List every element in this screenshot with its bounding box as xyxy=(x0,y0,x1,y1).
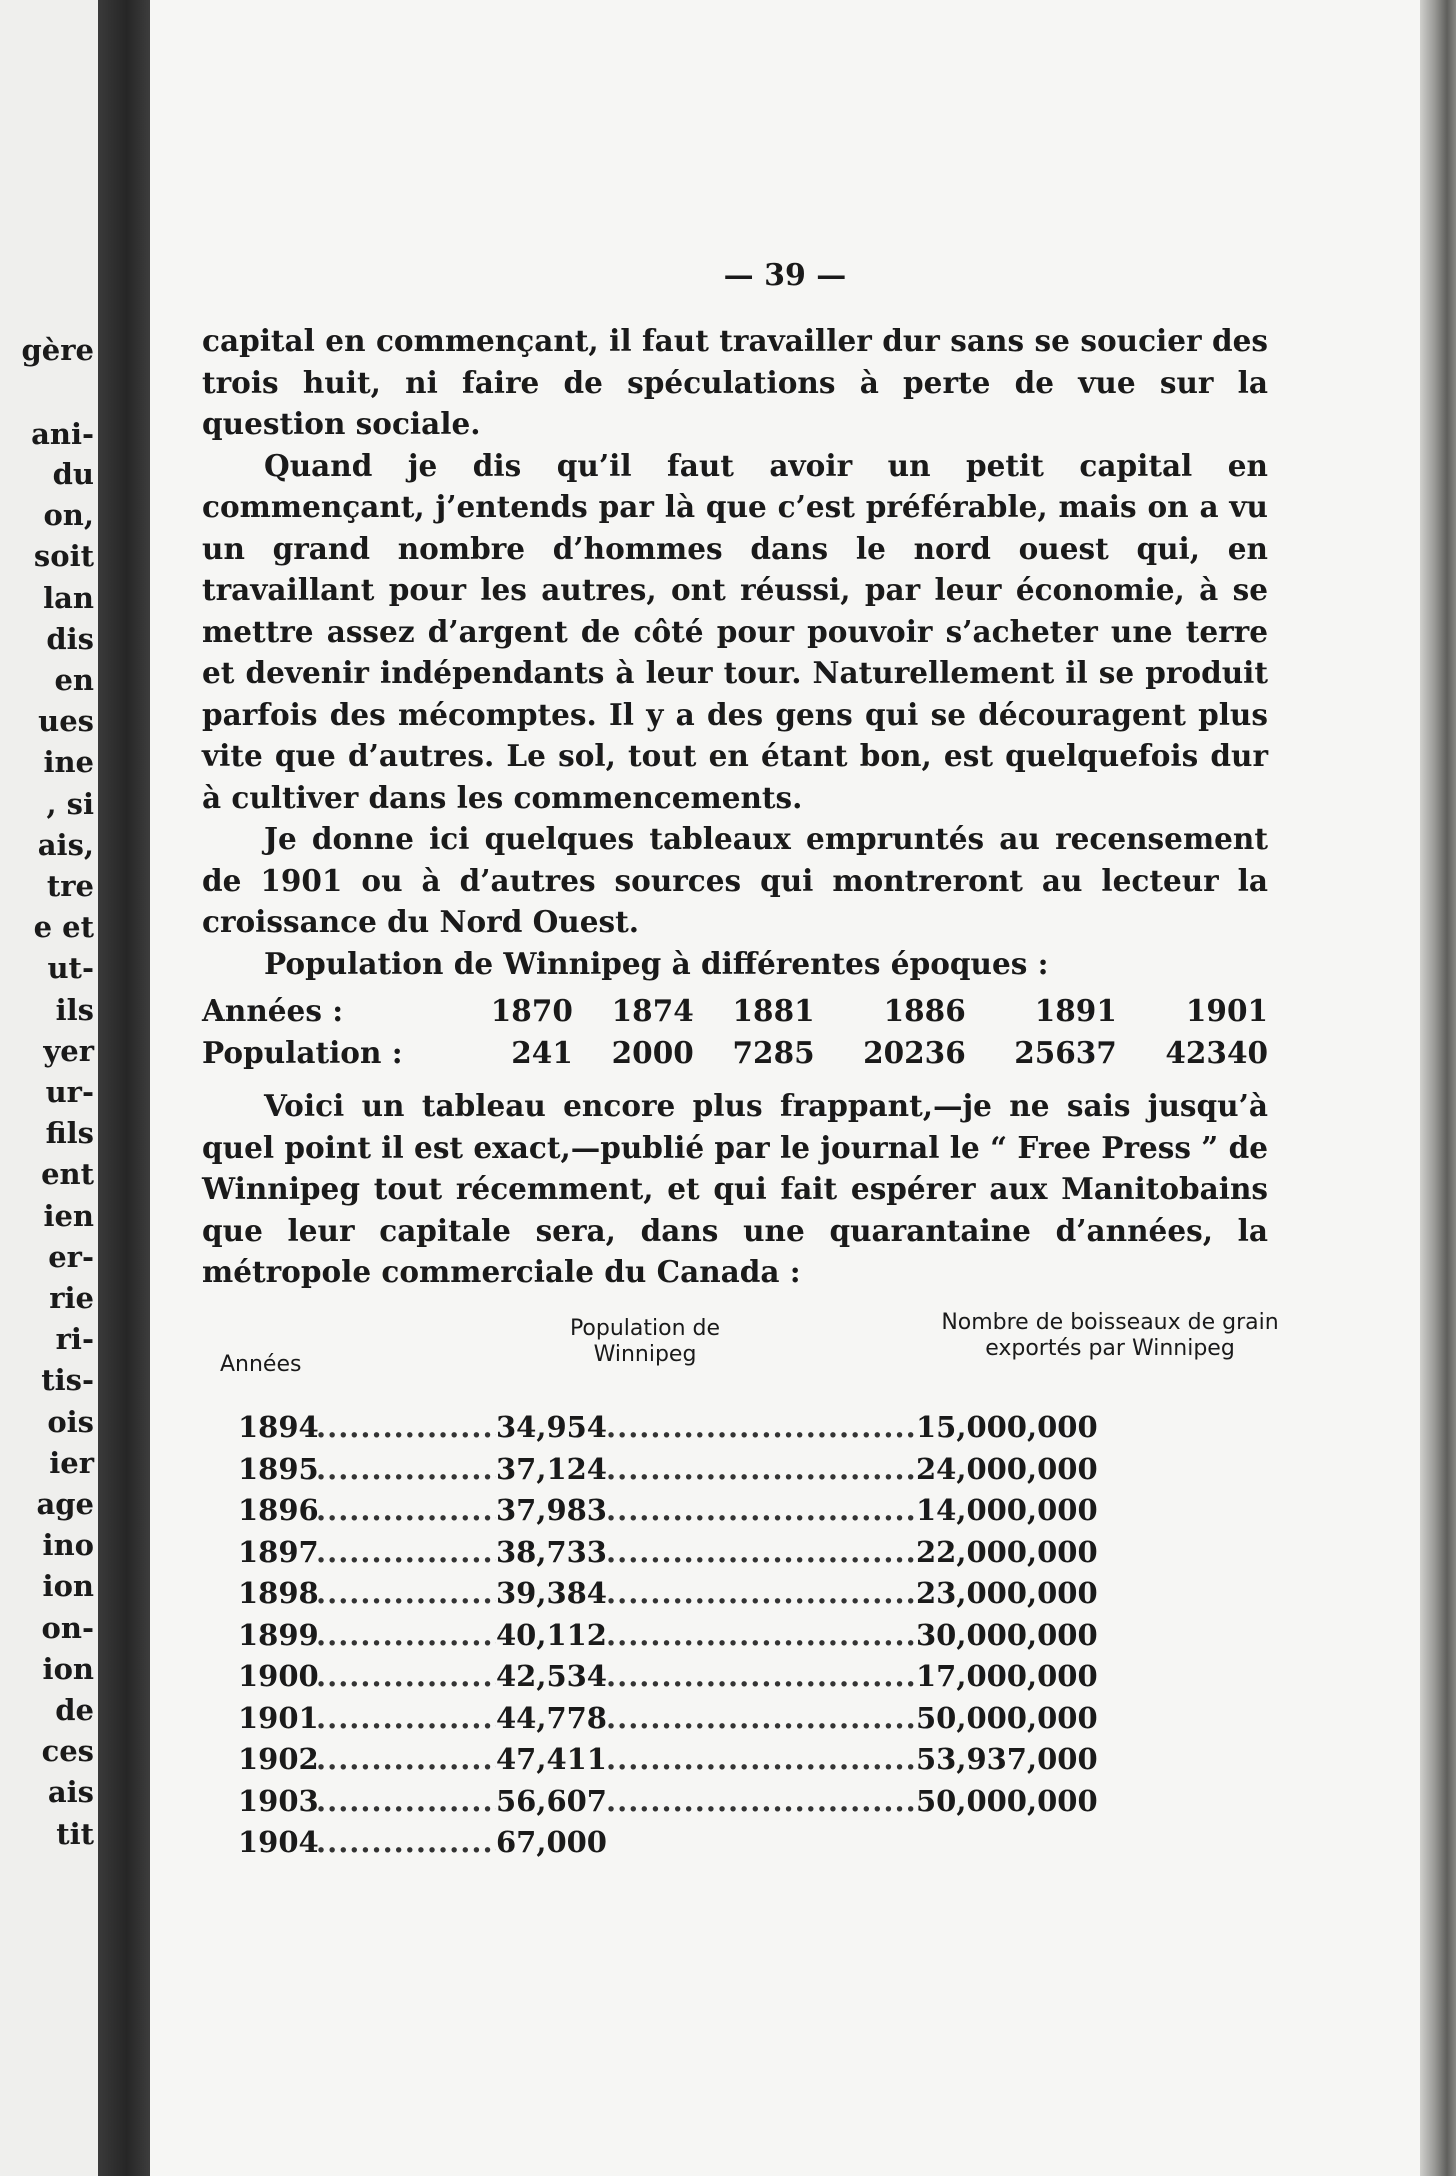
left-page-fragment: ion xyxy=(42,1569,94,1603)
left-page-fragment: on, xyxy=(43,498,94,532)
left-page-fragment: ino xyxy=(42,1528,94,1562)
table-row xyxy=(238,1535,1248,1577)
year-cell: 1899 xyxy=(238,1617,319,1652)
dot-leader xyxy=(316,1452,496,1486)
grain-export-table xyxy=(238,1410,1248,1867)
population-cell: 25637 xyxy=(1014,1034,1117,1070)
grain-cell: 15,000,000 xyxy=(916,1410,1098,1444)
left-page-fragment: yer xyxy=(43,1034,94,1068)
population-cell: 47,411 xyxy=(496,1742,607,1776)
table-row xyxy=(238,1701,1248,1743)
left-page-fragment: tit xyxy=(56,1817,94,1851)
table-row xyxy=(238,1410,1248,1452)
dot-leader xyxy=(606,1701,916,1735)
left-page-fragment: ils xyxy=(55,993,94,1027)
grain-cell: 17,000,000 xyxy=(916,1659,1098,1693)
year-cell: 1874 xyxy=(611,993,694,1028)
left-page-fragment: ani- xyxy=(31,417,94,451)
dot-leader xyxy=(606,1618,916,1652)
left-page-fragment: ur- xyxy=(45,1075,94,1109)
dot-leader xyxy=(316,1742,496,1776)
year-cell: 1897 xyxy=(238,1534,319,1569)
population-cell: 67,000 xyxy=(496,1825,607,1859)
left-page-fragment: du xyxy=(52,457,94,491)
year-cell: 1900 xyxy=(238,1659,319,1693)
paragraph-1: capital en commençant, il faut travailler dur sans se soucier des trois huit, ni faire de spéculations à perte de vue sur la question sociale. xyxy=(202,323,1268,441)
header-grain: Nombre de boisseaux de grain exportés par Winnipeg xyxy=(941,1310,1279,1361)
year-cell: 1898 xyxy=(238,1576,319,1610)
dot-leader xyxy=(606,1576,916,1610)
left-page-fragment: ri- xyxy=(55,1322,94,1356)
paragraph-3: Je donne ici quelques tableaux empruntés au recensement de 1901 ou à d’autres sources qui montreront au lecteur la croissance du Nord Ouest. xyxy=(202,821,1268,939)
dot-leader xyxy=(606,1410,916,1444)
left-page-fragment: tre xyxy=(46,869,94,903)
dot-leader xyxy=(606,1784,916,1818)
dot-leader xyxy=(316,1493,496,1527)
year-cell: 1895 xyxy=(238,1451,319,1486)
dot-leader xyxy=(316,1825,496,1859)
grain-cell: 23,000,000 xyxy=(916,1576,1098,1610)
dot-leader xyxy=(606,1659,916,1693)
population-cell: 42,534 xyxy=(496,1659,607,1693)
years-label: Années : xyxy=(202,993,344,1028)
table-row xyxy=(238,1742,1248,1784)
grain-cell: 53,937,000 xyxy=(916,1742,1098,1776)
year-cell: 1870 xyxy=(490,993,573,1028)
population-cell: 42340 xyxy=(1165,1034,1268,1070)
population-cell: 39,384 xyxy=(496,1576,607,1610)
year-cell: 1901 xyxy=(1185,993,1268,1028)
table-row xyxy=(238,1452,1248,1494)
year-cell: 1891 xyxy=(1034,993,1117,1028)
dot-leader xyxy=(316,1618,496,1652)
left-page-fragment: e et xyxy=(33,910,94,944)
grain-cell: 50,000,000 xyxy=(916,1783,1098,1818)
left-page-fragment: ut- xyxy=(47,951,94,985)
left-page-fragment: ces xyxy=(41,1734,94,1768)
left-page-fragment: ion xyxy=(42,1652,94,1686)
left-page-fragment: en xyxy=(54,663,94,697)
population-row xyxy=(202,1032,1268,1074)
header-years: Années xyxy=(220,1352,302,1377)
table-row xyxy=(238,1825,1248,1867)
population-cell: 2000 xyxy=(611,1034,694,1070)
left-page-fragment: ine xyxy=(43,745,94,779)
year-cell: 1881 xyxy=(732,993,815,1028)
dot-leader xyxy=(316,1659,496,1693)
dot-leader xyxy=(316,1701,496,1735)
page-number: — 39 — xyxy=(723,258,847,293)
table-row xyxy=(238,1493,1248,1535)
dot-leader xyxy=(606,1493,916,1527)
grain-cell: 22,000,000 xyxy=(916,1534,1098,1569)
dot-leader xyxy=(316,1784,496,1818)
left-page-fragment: dis xyxy=(46,622,94,656)
year-cell: 1903 xyxy=(238,1783,319,1818)
year-cell: 1894 xyxy=(238,1410,319,1444)
table-row xyxy=(238,1618,1248,1660)
table-row xyxy=(238,1784,1248,1826)
left-page-fragment: ais xyxy=(47,1775,94,1809)
header-population: Population de Winnipeg xyxy=(569,1316,721,1367)
population-cell: 241 xyxy=(511,1034,573,1070)
dot-leader xyxy=(316,1576,496,1610)
dot-leader xyxy=(316,1535,496,1569)
population-cell: 34,954 xyxy=(496,1410,607,1444)
book-gutter xyxy=(98,0,150,2176)
population-cell: 44,778 xyxy=(496,1700,607,1735)
grain-cell: 30,000,000 xyxy=(916,1617,1098,1652)
left-page-fragment: , si xyxy=(46,787,94,821)
dot-leader xyxy=(606,1535,916,1569)
grain-table-headers xyxy=(210,1310,1290,1410)
population-cell: 56,607 xyxy=(496,1783,607,1818)
population-cell: 37,983 xyxy=(496,1493,607,1527)
book-page xyxy=(150,0,1420,2176)
grain-cell: 14,000,000 xyxy=(916,1493,1098,1527)
population-cell: 37,124 xyxy=(496,1451,607,1486)
population-label: Population : xyxy=(202,1034,403,1070)
years-row xyxy=(202,990,1268,1032)
grain-cell: 24,000,000 xyxy=(916,1451,1098,1486)
year-cell: 1902 xyxy=(238,1742,319,1776)
population-cell: 7285 xyxy=(732,1034,815,1070)
year-cell: 1896 xyxy=(238,1493,319,1527)
left-page-fragment: gère xyxy=(21,333,94,367)
left-page-fragment: ois xyxy=(47,1405,94,1439)
dot-leader xyxy=(316,1410,496,1444)
left-page-fragment: ien xyxy=(43,1199,94,1233)
population-cell: 40,112 xyxy=(496,1617,607,1652)
table-row xyxy=(238,1576,1248,1618)
dot-leader xyxy=(606,1452,916,1486)
population-cell: 20236 xyxy=(863,1034,966,1070)
left-page-fragment: ent xyxy=(41,1157,94,1191)
left-page-fragment: ues xyxy=(38,704,94,738)
left-page-fragment: on- xyxy=(41,1611,94,1645)
grain-cell: 50,000,000 xyxy=(916,1700,1098,1735)
left-facing-page xyxy=(0,0,98,2176)
left-page-fragment: lan xyxy=(43,581,94,615)
left-page-fragment: soit xyxy=(33,539,94,573)
table-caption-population: Population de Winnipeg à différentes époques : xyxy=(264,945,1049,981)
population-cell: 38,733 xyxy=(496,1534,607,1569)
left-page-fragment: tis- xyxy=(41,1363,94,1397)
left-page-fragment: ais, xyxy=(37,828,94,862)
year-cell: 1904 xyxy=(238,1825,319,1859)
population-table xyxy=(202,990,1268,1073)
left-page-fragment: de xyxy=(55,1693,94,1727)
left-page-fragment: fils xyxy=(45,1116,94,1150)
paragraph-4: Voici un tableau encore plus frappant,—je ne sais jusqu’à quel point il est exact,—publié par le journal le “ Free Press ” de Winnipeg tout récemment, et qui fait espérer aux Manitobains que leur capitale sera, dans une quarantaine d’années, la métropole commerciale du Canada : xyxy=(202,1088,1268,1289)
table-row xyxy=(238,1659,1248,1701)
left-page-fragment: rie xyxy=(49,1281,94,1315)
year-cell: 1901 xyxy=(238,1700,319,1735)
paragraph-2: Quand je dis qu’il faut avoir un petit capital en commençant, j’entends par là que c’est préférable, mais on a vu un grand nombre d’hommes dans le nord ouest qui, en travaillant pour les autres, ont réussi, par leur économie, à se mettre assez d’argent de côté pour pouvoir s’acheter une terre et devenir indépendants à leur tour. Naturellement il se produit parfois des mécomptes. Il y a des gens qui se découragent plus vite que d’autres. Le sol, tout en étant bon, est quelquefois dur à cultiver dans les commencements. xyxy=(202,447,1268,815)
left-page-fragment: ier xyxy=(49,1446,94,1480)
dot-leader xyxy=(606,1742,916,1776)
left-page-fragment: er- xyxy=(48,1240,94,1274)
body-text xyxy=(202,320,1268,1293)
page-edge xyxy=(1420,0,1456,2176)
left-page-fragment: age xyxy=(36,1487,94,1521)
year-cell: 1886 xyxy=(883,993,966,1028)
